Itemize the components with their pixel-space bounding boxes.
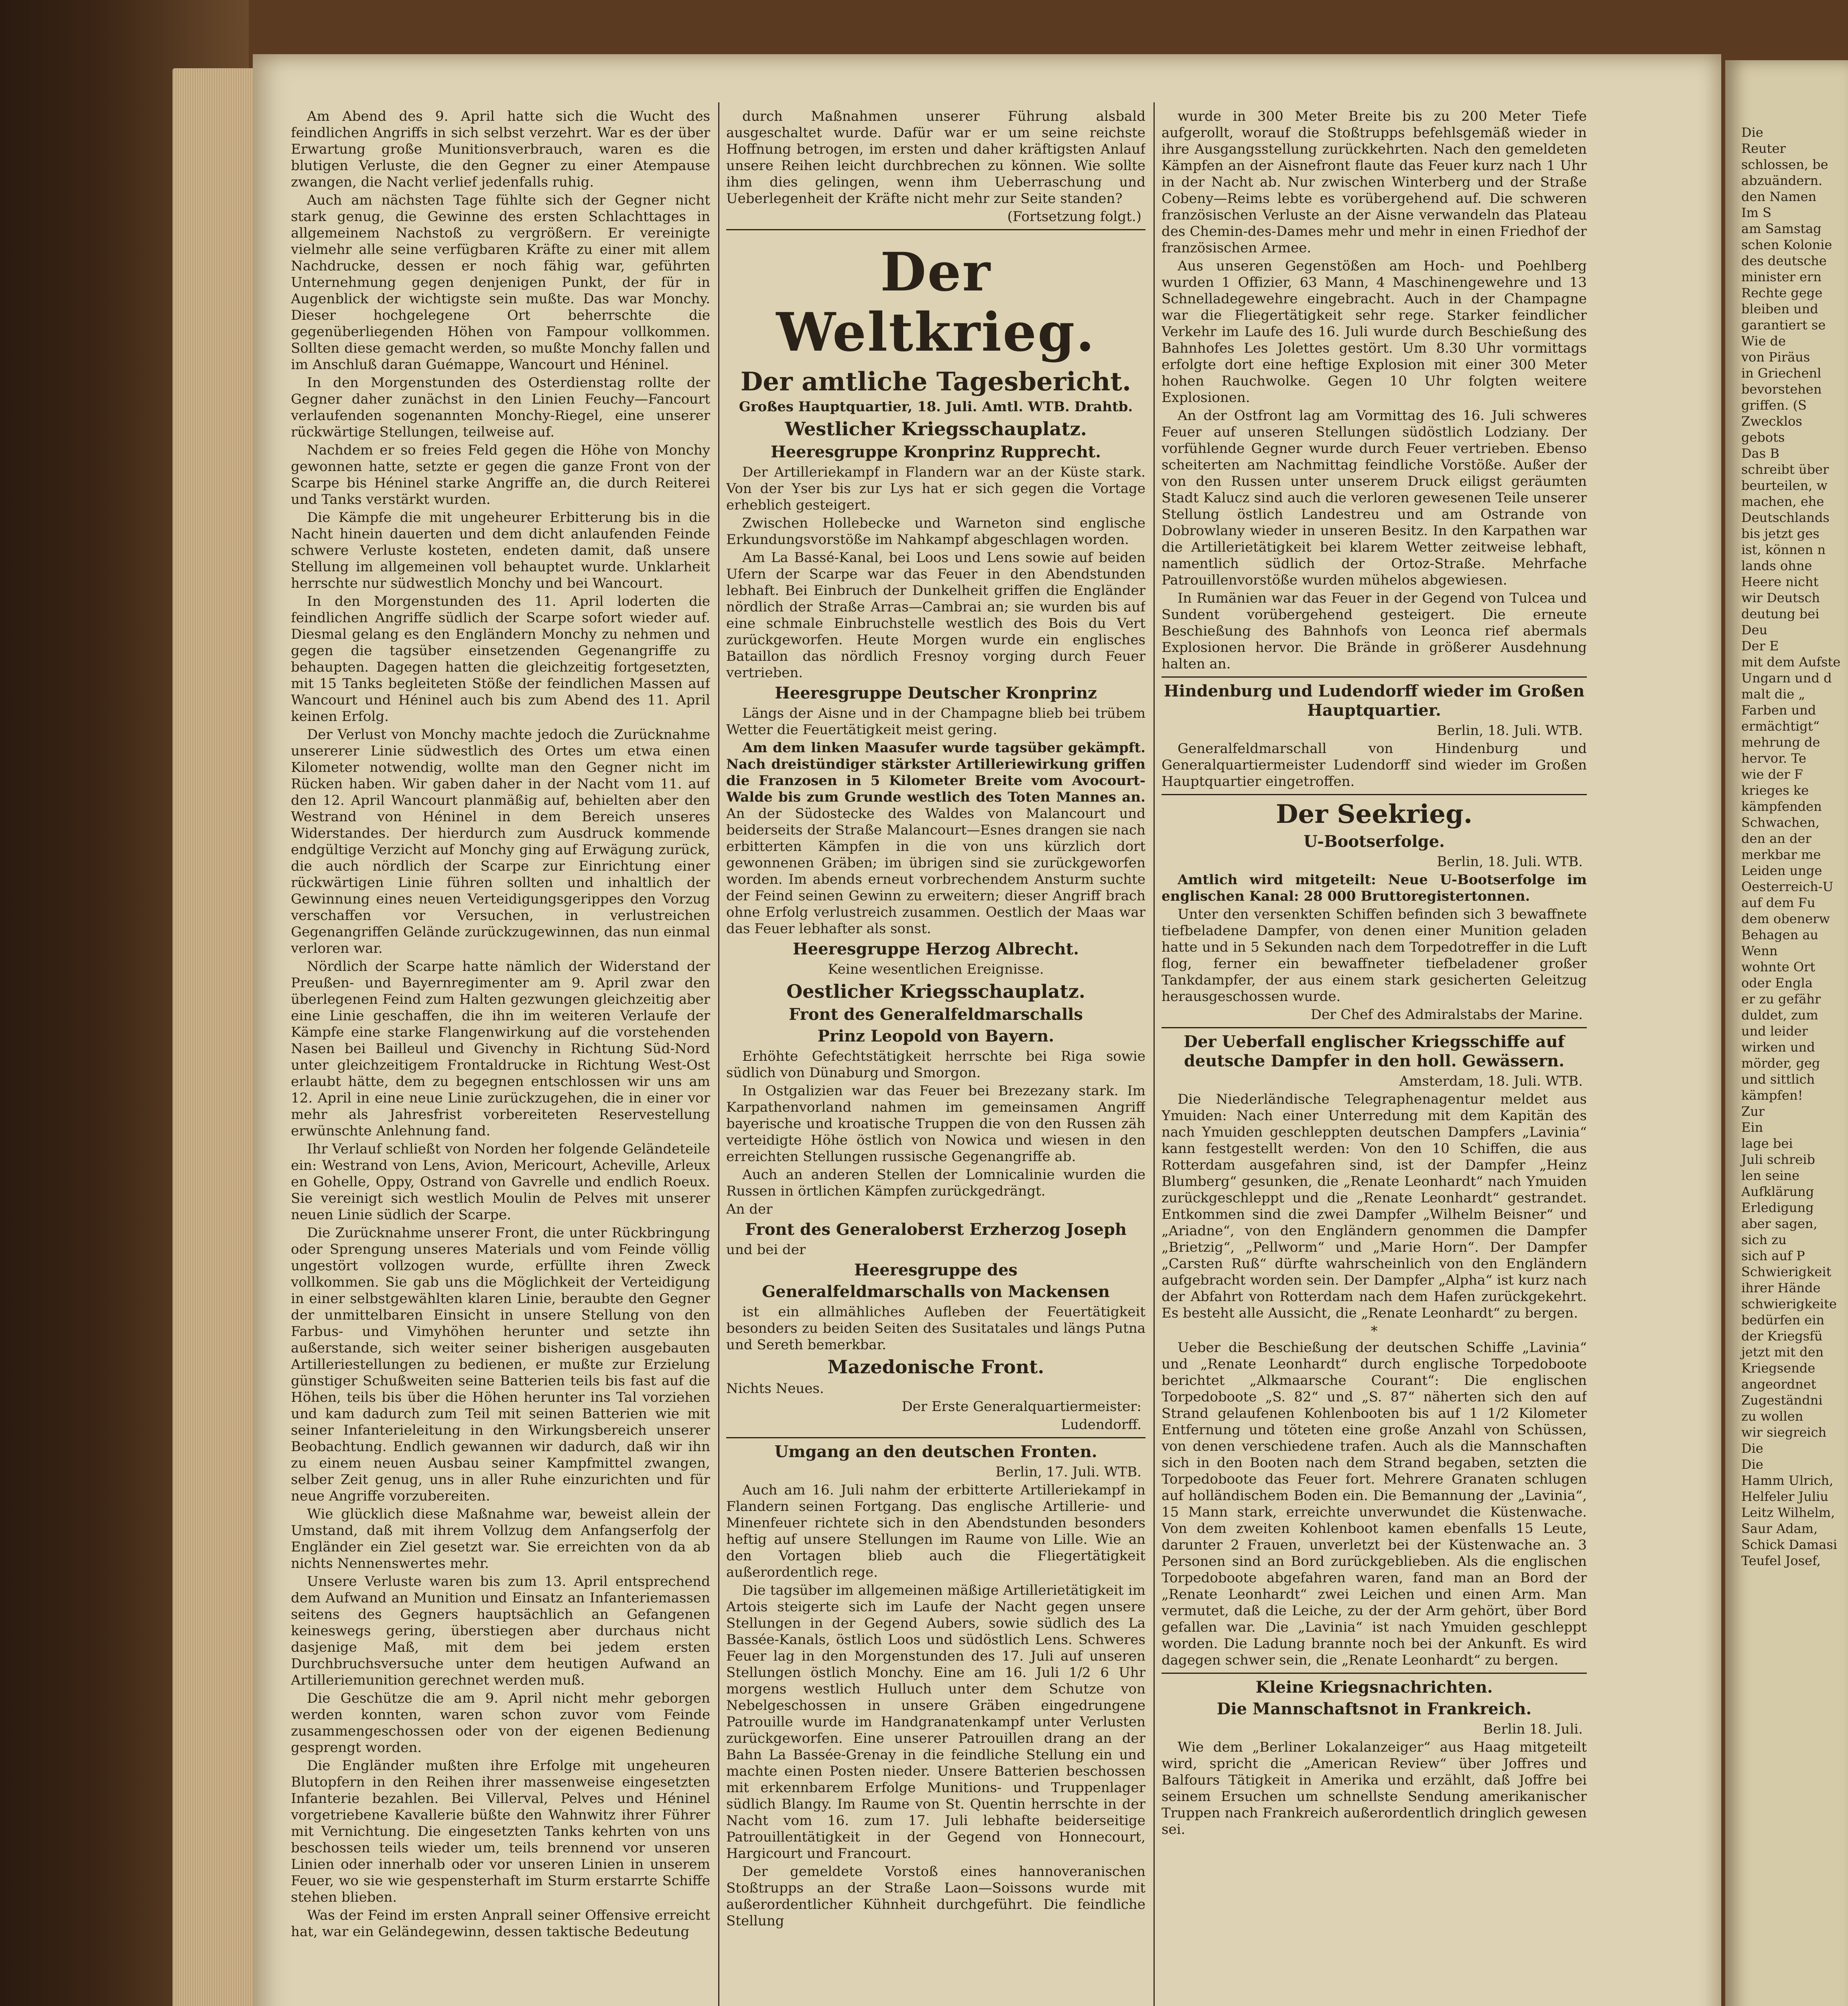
left-paragraph: Die Engländer mußten ihre Erfolge mit ungeheuren Blutopfern in den Reihen ihrer massenweise eingesetzten Infanterie bezahlen. Bei Villerval, Pelves und Héninel vorgetriebene Kavallerie büßte den Wahnwitz ihrer Führer mit Vernichtung. Die eingesetzten Tanks kehrten von uns beschossen teils wieder um, teils brennend vor unseren Linien oder innerhalb oder vor unseren Linien in unserem Feuer, wo sie wie gespensterhaft im Sturm erstarrte Schiffe stehen blieben. [291,1758,710,1905]
report-paragraph: Zwischen Hollebecke und Warneton sind englische Erkundungsvorstöße im Nahkampf abgeschlagen worden. [726,515,1145,548]
next-page-line: Aufklärung [1741,1184,1814,1199]
report-paragraph: In Ostgalizien war das Feuer bei Brezezany stark. Im Karpathenvorland nahmen im gemeinsamen Angriff bayerische und kroatische Truppen die von den Russen zäh verteidigte Höhe östlich von Nowica und wiesen in den erreichten Stellungen russische Gegenangriffe ab. [726,1083,1145,1165]
article-signer: Der Chef des Admiralstabs der Marine. [1310,1007,1583,1023]
sea-war-title: Der Seekrieg. [1276,799,1472,829]
next-page-line: den an der [1741,831,1811,846]
article-paragraph: Unter den versenkten Schiffen befinden sich 3 bewaffnete tiefbeladene Dampfer, von denen einer Munition geladen hatte und in 5 Sekunden nach dem Torpedotreffer in die Luft flog, ferner ein bewaffneter tiefbeladener großer Tankdampfer, der aus einem stark gesicherten Geleitzug herausgeschossen wurde. [1162,906,1587,1005]
next-page-line: Behagen au [1741,927,1819,942]
next-page-line: bis jetzt ges [1741,526,1820,541]
left-paragraph: Die Zurücknahme unserer Front, die unter Rückbringung oder Sprengung unseres Materials und vom Feinde völlig ungestört vollzogen wurde, erfüllte ihren Zweck vollkommen. Sie gab uns die Möglichkeit der Verteidigung in einer selbstgewählten klaren Linie, beraubte den Gegner der unmittelbaren Einsicht in unsere Stellung von den Farbus- und Vimyhöhen herunter und setzte ihn außerstande, sich weiter seiner bisherigen ausgebauten Artilleriestellungen zu bedienen, er mußte zur Erzielung günstiger Schußweiten seine Batterien teils bis fast auf die Höhen, teils bis über die Höhen herunter ins Tal vorziehen und kam dadurch zum Teil mit seinen Batterien wie mit seiner Infanterieleitung in den Wirkungsbereich unserer Beobachtung. Endlich gewannen wir dadurch, daß wir ihn zu einem neuen Ausbau seiner Kampfmittel zwangen, selber Zeit genug, uns in aller Ruhe einzurichten und für neue Angriffe vorzubereiten. [291,1225,710,1504]
next-page-line: schreibt über [1741,462,1829,477]
next-page-line: Leiden unge [1741,863,1822,878]
next-page-line: er zu gefähr [1741,991,1821,1007]
next-page-line: sich auf P [1741,1248,1805,1263]
next-page-line: Erledigung [1741,1200,1814,1215]
sea-war-subtitle: U-Bootserfolge. [1304,832,1445,851]
next-page-line: den Namen [1741,189,1817,204]
continuation-text: durch Maßnahmen unserer Führung alsbald ausgeschaltet wurde. Dafür war er um seine reichste Hoffnung betrogen, im ersten und daher kräftigsten Anlauf unsere Reihen leicht durchbrechen zu können. Wie sollte ihm dies gelingen, wenn ihm Ueberraschung und Ueberlegenheit der Kräfte nicht mehr zur Seite standen? [726,108,1145,207]
left-column [291,108,710,2006]
next-page-line: lage bei [1741,1136,1793,1151]
left-paragraph: In den Morgenstunden des Osterdienstag rollte der Gegner daher zunächst in den Linien Feuchy—Fancourt verlaufenden sogenannten Monchy-Riegel, eine unserer rückwärtige Stellungen, teilweise auf. [291,375,710,440]
article-dateline: Amsterdam, 18. Juli. WTB. [1399,1073,1583,1089]
next-page-line: minister ern [1741,269,1822,284]
article-subtitle: Die Mannschaftsnot in Frankreich. [1216,1699,1532,1718]
next-page-line: Zugeständni [1741,1393,1823,1408]
next-page-line: Die [1741,125,1763,140]
next-page-line: des deutsche [1741,253,1827,268]
next-page-line: Deu [1741,622,1768,638]
next-page-edge [1725,60,1848,2006]
next-page-line: Zwecklos [1741,414,1802,429]
report-paragraph: Auch an anderen Stellen der Lomnicalinie wurden die Russen in örtlichen Kämpfen zurückgedrängt. [726,1167,1145,1199]
article-paragraph: Der gemeldete Vorstoß eines hannoveranischen Stoßtrupps an der Straße Laon—Soissons wurde mit außerordentlicher Kühnheit durchgeführt. Die feindliche Stellung [726,1864,1145,1929]
article-title: Umgang an den deutschen Fronten. [774,1442,1097,1461]
divider [726,1437,1145,1438]
next-page-line: Ungarn und d [1741,670,1832,686]
next-page-line: abzuändern. [1741,173,1823,188]
next-page-line: Im S [1741,205,1772,220]
next-page-line: Der E [1741,638,1779,654]
section-banner: Der Weltkrieg. [776,241,1096,363]
next-page-line: ermächtigt“ [1741,719,1820,734]
next-page-line: griffen. (S [1741,398,1807,413]
next-page-line: schlossen, be [1741,157,1828,172]
next-page-line: lands ohne [1741,558,1812,573]
next-page-line: bleiben und [1741,301,1818,317]
next-page-line: schen Kolonie [1741,237,1832,252]
article-dateline: Berlin, 17. Juli. WTB. [995,1464,1141,1480]
article-paragraph: Ueber die Beschießung der deutschen Schiffe „Lavinia“ und „Renate Leonhardt“ durch englische Torpedoboote berichtet „Alkmaarsche Courant“: Die englischen Torpedoboote „S. 82“ und „S. 87“ näherten sich den auf Strand gelaufenen Kohlenbooten bis auf 1 1/2 Kilometer Entfernung und töteten eine große Anzahl von Schüssen, von denen verschiedene trafen. Auch als die Mannschaften sich in den Booten nach dem Strand begaben, setzten die Torpedoboote das Feuer fort. Mehrere Granaten schlugen auf holländischem Boden ein. Die Bemannung der „Lavinia“, 15 Mann stark, erreichte unverwundet die Küstenwache. Von dem zweiten Kohlenboot kamen ebenfalls 15 Leute, darunter 2 Frauen, unverletzt bei der Küstenwache an. 3 Personen sind an Bord zurückgeblieben. Als die englischen Torpedoboote abgefahren waren, fand man an Bord der „Renate Leonhardt“ zwei Leichen und einen Arm. Man vermutet, daß die Leiche, zu der der Arm gehört, über Bord gefallen war. Die „Lavinia“ ist nach Ymuiden geschleppt worden. Die Ladung brannte noch bei der Ankunft. Es wird dagegen schwer sein, die „Renate Leonhardt“ zu bergen. [1162,1340,1587,1668]
article-lead: Amtlich wird mitgeteilt: Neue U-Bootserfolge im englischen Kanal: 28 000 Bruttoregistertonnen. [1162,872,1587,904]
next-page-line: Oesterreich-U [1741,879,1834,894]
report-text: An der Südostecke des Waldes von Malancourt und beiderseits der Straße Malancourt—Esnes drangen sie nach erbitterten Kämpfen in die von uns kürzlich dort gewonnenen Gräben; im übrigen sind sie zurückgeworfen worden. Im abends erneut vorbrechendem Ansturm suchte der Feind seinen Gewinn zu erweitern; dieser Angriff brach ohne Erfolg verlustreich zusammen. Oestlich der Maas war das Feuer lebhafter als sonst. [726,806,1145,937]
next-page-line: mehrung de [1741,735,1820,750]
article-paragraph: Generalfeldmarschall von Hindenburg und Generalquartiermeister Ludendorff sind wieder im Großen Hauptquartier eingetroffen. [1162,741,1587,790]
report-dateline: Großes Hauptquartier, 18. Juli. Amtl. WTB. Drahtb. [739,399,1133,415]
next-page-line: schwierigkeite [1741,1296,1837,1312]
next-page-line: Reuter [1741,141,1786,156]
left-paragraph: In den Morgenstunden des 11. April loderten die feindlichen Angriffe südlich der Scarpe sofort wieder auf. Diesmal gelang es den Engländern Monchy zu nehmen und gegen die tagsüber einsetzenden Gegenangriffe zu behaupten. Dagegen hatten die gleichzeitig fortgesetzten, mit 15 Tanks begleiteten Stöße der feindlichen Massen auf Wancourt und Héninel auch bis zum Abend des 11. April keinen Erfolg. [291,593,710,725]
next-page-line: Die [1741,1441,1763,1456]
next-page-line: von Piräus [1741,349,1810,365]
next-page-line: Zur [1741,1104,1765,1119]
next-page-line: zu wollen [1741,1409,1803,1424]
to-be-continued: (Fortsetzung folgt.) [1007,209,1141,225]
left-paragraph: Nördlich der Scarpe hatte nämlich der Widerstand der Preußen- und Bayernregimenter am 9. April zwar den überlegenen Feind zum Halten gezwungen gleichzeitig aber eine Linie geschaffen, die ihn im weiteren Verlaufe der Kämpfe eine starke Flangenwirkung auf die vorstehenden Nasen bei Bailleul und Givenchy in Richtung Süd-Nord unter gleichzeitigem Frontaldrucke in Richtung West-Ost erlaubt hätte, dem zu begegnen entschlossen wir uns am 12. April in eine neue Linie zurückzugehen, die in einer vor mehr als Jahresfrist vorbereiteten Reservestellung erwünschte Anlehnung fand. [291,958,710,1139]
next-page-line: machen, ehe [1741,494,1824,509]
divider [1162,1673,1587,1674]
next-page-line: krieges ke [1741,783,1809,798]
next-page-line: jetzt mit den [1741,1344,1824,1360]
article-paragraph: Die Niederländische Telegraphenagentur meldet aus Ymuiden: Nach einer Unterredung mit dem Kapitän des nach Ymuiden geschleppten deutschen Dampfers „Lavinia“ kann festgestellt werden: Von den 10 Schiffen, die aus Rotterdam ausgefahren sind, ist der Dampfer „Heinz Blumberg“ gesunken, die „Renate Leonhardt“ nach Ymuiden zurückgeschleppt und die „Renate Leonhardt“ gestrandet. Entkommen sind die zwei Dampfer „Wilhelm Beisner“ und „Ariadne“, von den Engländern genommen die Dampfer „Brietzig“, „Pellworm“ und „Marie Horn“. Der Dampfer „Carsten Ruß“ dürfte wahrscheinlich von den Engländern aufgebracht worden sein. Der Dampfer „Alpha“ ist kurz nach der Abfahrt von Rotterdam nach dem Hafen zurückgekehrt. Es besteht alle Aussicht, die „Renate Leonhardt“ zu bergen. [1162,1091,1587,1321]
next-page-line: beurteilen, w [1741,478,1828,493]
left-paragraph: Der Verlust von Monchy machte jedoch die Zurücknahme unsererer Linie südwestlich des Ortes um etwa einen Kilometer notwendig, wollte man den Gegner nicht im Rücken haben. Wir gaben daher in der Nacht vom 11. auf den 12. April Wancourt planmäßig auf, behielten aber den Westrand von Héninel in dem Bereich unseres Widerstandes. Der hierdurch zum Ausdruck kommende endgültige Verzicht auf Monchy ging auf Erwägung zurück, die auch nördlich der Scarpe zur Einrichtung einer rückwärtigen Linie führen sollten und inhaltlich der Gewinnung eines neuen Verteidigungsgerippes den Vorzug verschaffen vor Versuchen, in verlustreichen Gegenangriffen Gelände zurückzugewinnen, das nun einmal verloren war. [291,727,710,956]
report-paragraph: Erhöhte Gefechtstätigkeit herrschte bei Riga sowie südlich von Dünaburg und Smorgon. [726,1048,1145,1081]
army-group-heading: Front des Generaloberst Erzherzog Joseph [745,1220,1127,1239]
report-paragraph [726,740,1145,937]
left-paragraph: Nachdem er so freies Feld gegen die Höhe von Monchy gewonnen hatte, setzte er gegen die ganze Front von der Scarpe bis Héninel starke Angriffe an, die durch Reiterei und Tanks verstärkt wurden. [291,442,710,508]
right-paragraph: In Rumänien war das Feuer in der Gegend von Tulcea und Sundent vorübergehend gesteigert. Die erneute Beschießung des Bahnhofs von Leonca rief abermals Explosionen hervor. Die Brände in größerer Ausdehnung halten an. [1162,590,1587,672]
next-page-line: deutung bei [1741,606,1820,621]
left-paragraph: Was der Feind im ersten Anprall seiner Offensive erreicht hat, war ein Geländegewinn, dessen taktische Bedeutung [291,1907,710,1940]
next-page-line: kämpfen! [1741,1088,1803,1103]
next-page-line: Juli schreib [1741,1152,1815,1167]
report-title: Der amtliche Tagesbericht. [740,367,1131,397]
next-page-fragments [1725,124,1848,1569]
army-group-heading: Heeresgruppe Deutscher Kronprinz [775,684,1097,703]
next-page-line: Wenn [1741,943,1778,958]
next-page-line: in Griechenl [1741,365,1822,381]
next-page-line: Wie de [1741,333,1786,349]
article-dateline: Berlin, 18. Juli. WTB. [1437,854,1583,870]
page-edges [173,68,265,2006]
report-text: Keine wesentlichen Ereignisse. [828,961,1044,977]
next-page-line: aber sagen, [1741,1216,1818,1231]
next-page-line: sich zu [1741,1232,1787,1247]
next-page-line: mit dem Aufste [1741,654,1841,670]
asterisk-separator: * [1371,1323,1378,1339]
next-page-line: hervor. Te [1741,751,1807,766]
right-paragraph: wurde in 300 Meter Breite bis zu 200 Meter Tiefe aufgerollt, worauf die Stoßtrupps befehlsgemäß wieder in ihre Ausgangsstellung zurückkehrten. Nach den gemeldeten Kämpfen an der Aisnefront flaute das Feuer kurz nach 1 Uhr in der Nacht ab. Nur zwischen Winterberg und der Straße Cobeny—Reims lebte es vorübergehend auf. Die schweren französischen Verluste an der Aisne verwandeln das Plateau des Chemin-des-Dames mehr und mehr in einen Friedhof der französischen Armee. [1162,108,1587,256]
article-paragraph: Wie dem „Berliner Lokalanzeiger“ aus Haag mitgeteilt wird, spricht die „American Review“ über Joffres und Balfours Tätigkeit in Amerika und erzählt, daß Joffre bei seinem Ersuchen um schnellste Sendung amerikanischer Truppen nach Frankreich außerordentlich dringlich gewesen sei. [1162,1739,1587,1837]
army-group-heading: Heeresgruppe des [854,1261,1018,1279]
next-page-line: wir siegreich [1741,1425,1827,1440]
next-page-line: duldet, zum [1741,1007,1818,1023]
army-group-heading: Heeresgruppe Kronprinz Rupprecht. [770,443,1101,461]
article-dateline: Berlin 18. Juli. [1483,1721,1583,1737]
macedonia-title: Mazedonische Front. [827,1356,1044,1378]
report-paragraph: Längs der Aisne und in der Champagne blieb bei trübem Wetter die Feuertätigkeit meist gering. [726,705,1145,738]
next-page-line: gebots [1741,430,1785,445]
next-page-line: wirken und [1741,1040,1815,1055]
divider [1162,1027,1587,1028]
divider [726,229,1145,230]
report-text: Nichts Neues. [726,1381,824,1397]
report-paragraph: Der Artilleriekampf in Flandern war an der Küste stark. Von der Yser bis zur Lys hat er sich gegen die Vortage erheblich gesteigert. [726,464,1145,513]
left-paragraph: Wie glücklich diese Maßnahme war, beweist allein der Umstand, daß mit ihrem Vollzug dem Anfangserfolg der Engländer ein Ziel gesetzt war. Sie erreichten von da ab nichts Nennenswertes mehr. [291,1506,710,1572]
next-page-line: dem obenerw [1741,911,1830,926]
next-page-line: Schwachen, [1741,815,1820,830]
next-page-line: der Kriegsfü [1741,1328,1823,1344]
next-page-line: Heere nicht [1741,574,1819,589]
report-text: und bei der [726,1242,806,1258]
next-page-line: bevorstehen [1741,382,1822,397]
next-page-line: Kriegsende [1741,1360,1816,1376]
divider [1162,676,1587,678]
next-page-line: Schick Damasi [1741,1537,1837,1552]
next-page-line: am Samstag [1741,221,1822,236]
left-paragraph: Ihr Verlauf schließt von Norden her folgende Geländeteile ein: Westrand von Lens, Avion, Mericourt, Acheville, Arleux en Gohelle, Oppy, Ostrand von Gavrelle und endlich Roeux. Sie vereinigt sich westlich Moulin de Pelves mit unserer neuen Linie südlich der Scarpe. [291,1141,710,1223]
article-paragraph: Auch am 16. Juli nahm der erbitterte Artilleriekampf in Flandern seinen Fortgang. Das englische Artillerie- und Minenfeuer richtete sich in den Abendstunden besonders heftig auf unsere Stellungen im Raume von Lille. Wie an den Vortagen blieb auch die Fliegertätigkeit außerordentlich rege. [726,1482,1145,1580]
report-paragraph: ist ein allmähliches Aufleben der Feuertätigkeit besonders zu beiden Seiten des Susitatales und längs Putna und Sereth bemerkbar. [726,1304,1145,1353]
army-group-heading: Heeresgruppe Herzog Albrecht. [792,940,1079,958]
next-page-line: angeordnet [1741,1377,1816,1392]
signer-name: Ludendorff. [1061,1417,1141,1433]
next-page-line: merkbar me [1741,847,1821,862]
next-page-line: Farben und [1741,703,1816,718]
next-page-line: ist, können n [1741,542,1826,557]
next-page-line: bedürfen ein [1741,1312,1825,1328]
next-page-line: wie der F [1741,767,1803,782]
next-page-line: len seine [1741,1168,1800,1183]
right-paragraph: Aus unseren Gegenstößen am Hoch- und Poehlberg wurden 1 Offizier, 63 Mann, 4 Maschinengewehre und 13 Schnelladegewehre eingebracht. Auch in der Champagne war die Fliegertätigkeit sehr rege. Starker feindlicher Verkehr im Laufe des 16. Juli wurde durch Beschießung des Bahnhofes Les Jolettes gestört. Um 8.30 Uhr vormittags erfolgte dort eine heftige Explosion mit einer 300 Meter hohen Rauchwolke. Gegen 10 Uhr folgten weitere Explosionen. [1162,258,1587,406]
column-rule [718,102,719,2006]
signer-title: Der Erste Generalquartiermeister: [902,1399,1141,1415]
east-front-title: Oestlicher Kriegsschauplatz. [786,981,1085,1002]
next-page-line: wir Deutsch [1741,590,1820,605]
next-page-line: Helfeler Juliu [1741,1489,1829,1504]
report-paragraph: Am La Bassé-Kanal, bei Loos und Lens sowie auf beiden Ufern der Scarpe war das Feuer in den Abendstunden lebhaft. Bei Einbruch der Dunkelheit griffen die Engländer nördlich der Straße Arras—Cambrai an; sie wurden bis auf eine schmale Einbruchstelle westlich des Bois du Vert zurückgeworfen. Heute Morgen wurde ein englisches Bataillon das nördlich Fresnoy vorging durch Feuer vertrieben. [726,550,1145,681]
article-title: Der Ueberfall englischer Kriegsschiffe auf deutsche Dampfer in den holl. Gewässern. [1184,1032,1565,1070]
next-page-line: garantiert se [1741,317,1826,333]
middle-column [726,108,1145,2006]
next-page-line: oder Engla [1741,975,1813,991]
next-page-line: Deutschlands [1741,510,1830,525]
article-title: Hindenburg und Ludendorff wieder im Großen Hauptquartier. [1164,682,1585,720]
article-paragraph: Die tagsüber im allgemeinen mäßige Artillerietätigkeit im Artois steigerte sich im Laufe der Nacht gegen unsere Stellungen in der Gegend Aubers, sowie südlich des La Bassée-Kanals, östlich Loos und südöstlich Lens. Schweres Feuer lag in den Morgenstunden des 17. Juli auf unseren Stellungen östlich Monchy. Eine am 16. Juli 1/2 6 Uhr morgens westlich Hulluch unter dem Schutze von Nebelgeschossen in unsere Gräben eingedrungene Patrouille wurde im Handgranatenkampf unter Verlusten zurückgeworfen. Eine unserer Patrouillen drang an der Bahn La Bassée-Grenay in die feindliche Stellung ein und machte einen Posten nieder. Unsere Batterien beschossen mit erkennbarem Erfolge Munitions- und Truppenlager südlich Blangy. Im Raume von St. Quentin herrschte in der Nacht vom 16. zum 17. Juli lebhafte beiderseitige Patrouillentätigkeit in der Gegend von Honnecourt, Hargicourt und Francourt. [726,1582,1145,1862]
next-page-line: und sittlich [1741,1072,1815,1087]
army-group-heading: Prinz Leopold von Bayern. [817,1027,1054,1046]
newspaper-page [253,54,1721,2006]
report-text: An der [726,1201,773,1217]
column-rule [1153,102,1155,2006]
next-page-line: Saur Adam, [1741,1521,1818,1536]
next-page-line: Die [1741,1457,1763,1472]
next-page-line: kämpfenden [1741,799,1822,814]
next-page-line: Leitz Wilhelm, [1741,1505,1835,1520]
left-paragraph: Am Abend des 9. April hatte sich die Wucht des feindlichen Angriffs in sich selbst verzehrt. War es der über Erwartung große Munitionsverbrauch, waren es die blutigen Verluste, die den Gegner zu einer Atempause zwangen, die Nacht verlief jedenfalls ruhig. [291,108,710,190]
next-page-line: auf dem Fu [1741,895,1816,910]
next-page-line: Das B [1741,446,1779,461]
next-page-line: Teufel Josef, [1741,1553,1821,1568]
left-paragraph: Die Kämpfe die mit ungeheurer Erbitterung bis in die Nacht hinein dauerten und dem dicht anlaufenden Feinde schwere Verluste kosteten, endeten damit, daß unsere Stellung im allgemeinen voll behauptet wurde. Unklarheit herrschte nur südwestlich Monchy und bei Wancourt. [291,510,710,591]
west-front-title: Westlicher Kriegsschauplatz. [785,418,1087,440]
next-page-line: Rechte gege [1741,285,1823,300]
next-page-line: Hamm Ulrich, [1741,1473,1834,1488]
next-page-line: Ein [1741,1120,1763,1135]
left-paragraph: Auch am nächsten Tage fühlte sich der Gegner nicht stark genug, die Gewinne des ersten Schlachttages in allgemeinem Nachstoß zu vergrößern. Er vereinigte vielmehr alle seine verfügbaren Kräfte zu einer mit allem Nachdrucke, dessen er noch fähig war, geführten Unternehmung gegen denjenigen Punkt, der für in Augenblick der wichtigste sein mußte. Das war Monchy. Dieser hochgelegene Ort beherrschte die gegenüberliegenden Höhen von Fampour vollkommen. Sollten diese gemacht werden, so mußte Monchy fallen und im Anschluß daran Guémappe, Wancourt und Héninel. [291,192,710,373]
article-dateline: Berlin, 18. Juli. WTB. [1437,723,1583,739]
next-page-line: mörder, geg [1741,1056,1820,1071]
divider [1162,794,1587,795]
left-paragraph: Die Geschütze die am 9. April nicht mehr geborgen werden konnten, waren schon zuvor vom Feinde zusammengeschossen oder von der eigenen Bedienung gesprengt worden. [291,1690,710,1756]
army-group-heading: Front des Generalfeldmarschalls [788,1005,1083,1024]
next-page-line: ihrer Hände [1741,1280,1821,1295]
next-page-line: und leider [1741,1023,1808,1039]
article-title: Kleine Kriegsnachrichten. [1255,1678,1493,1697]
next-page-line: Schwierigkeit [1741,1264,1832,1279]
next-page-line: malt die „ [1741,686,1805,702]
left-paragraph: Unsere Verluste waren bis zum 13. April entsprechend dem Aufwand an Munition und Einsatz an Infanteriemassen seitens des Gegners hauptsächlich an Gefangenen keineswegs gering, überstiegen aber durchaus nicht dasjenige Maß, mit dem bei jedem ersten Durchbruchsversuche unter dem heutigen Aufwand an Artilleriemunition gerechnet werden muß. [291,1574,710,1688]
report-bold-lead: Am dem linken Maasufer wurde tagsüber gekämpft. Nach dreistündiger stärkster Artilleriewirkung griffen die Franzosen in 5 Kilometer Breite vom Avocourt-Walde bis zum Grunde westlich des Toten Mannes an. [726,740,1145,805]
next-page-line: wohnte Ort [1741,959,1816,975]
right-column [1162,108,1587,2006]
army-group-heading: Generalfeldmarschalls von Mackensen [762,1282,1110,1301]
right-paragraph: An der Ostfront lag am Vormittag des 16. Juli schweres Feuer auf unseren Stellungen südöstlich Lodziany. Der vorfühlende Gegner wurde durch Feuer vertrieben. Ebenso scheiterten am Nachmittag feindliche Vorstöße. Außer der von den Russen unter unserem Druck eiligst geräumten Stadt Kalucz sind auch die verloren gewesenen Teile unserer Stellung östlich Landestreu und am Ostrande von Dobrowlany wieder in unseren Besitz. In den Karpathen war die Artillerietätigkeit bei klarem Wetter zeitweise lebhaft, namentlich südlich der Ortoz-Straße. Mehrfache Patrouillenvorstöße wurden mühelos abgewiesen. [1162,408,1587,588]
